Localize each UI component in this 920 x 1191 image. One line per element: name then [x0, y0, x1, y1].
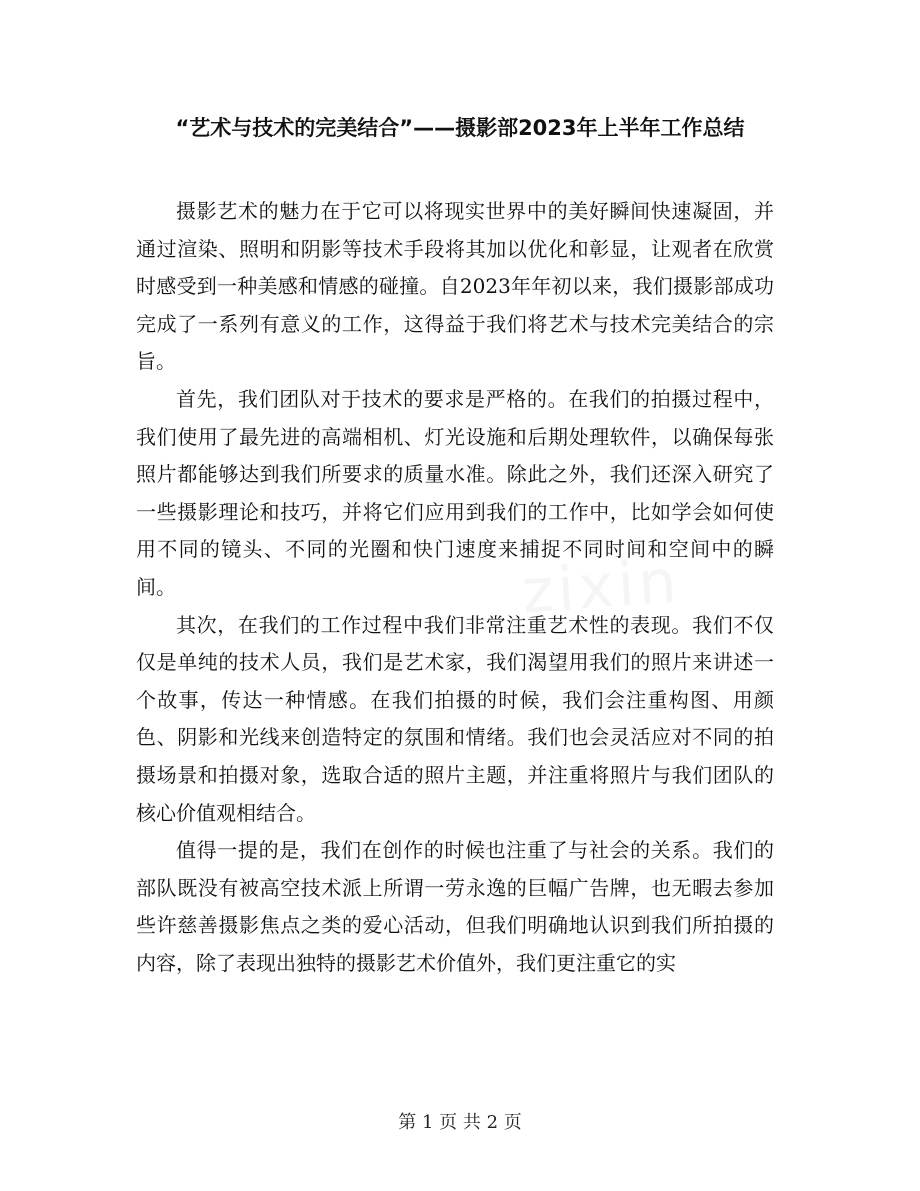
watermark: zixin [519, 546, 683, 628]
paragraph-4: 值得一提的是，我们在创作的时候也注重了与社会的关系。我们的部队既没有被高空技术派上所谓一劳永逸的巨幅广告牌，也无暇去参加些许慈善摄影焦点之类的爱心活动，但我们明确地认识到我们所拍摄的内容，除了表现出独特的摄影艺术价值外，我们更注重它的实 [136, 838, 774, 975]
paragraph-3: 其次，在我们的工作过程中我们非常注重艺术性的表现。我们不仅仅是单纯的技术人员，我们是艺术家，我们渴望用我们的照片来讲述一个故事，传达一种情感。在我们拍摄的时候，我们会注重构图、用颜色、阴影和光线来创造特定的氛围和情绪。我们也会灵活应对不同的拍摄场景和拍摄对象，选取合适的照片主题，并注重将照片与我们团队的核心价值观相结合。 [136, 612, 774, 825]
paragraph-2: 首先，我们团队对于技术的要求是严格的。在我们的拍摄过程中，我们使用了最先进的高端相机、灯光设施和后期处理软件，以确保每张照片都能够达到我们所要求的质量水准。除此之外，我们还深入研究了一些摄影理论和技巧，并将它们应用到我们的工作中，比如学会如何使用不同的镜头、不同的光圈和快门速度来捕捉不同时间和空间中的瞬间。 [136, 386, 774, 599]
paragraph-1: 摄影艺术的魅力在于它可以将现实世界中的美好瞬间快速凝固，并通过渲染、照明和阴影等技术手段将其加以优化和彰显，让观者在欣赏时感受到一种美感和情感的碰撞。自2023年年初以来，我们摄影部成功完成了一系列有意义的工作，这得益于我们将艺术与技术完美结合的宗旨。 [136, 199, 774, 374]
document-body [136, 193, 774, 982]
page-number-footer: 第 1 页 共 2 页 [398, 1112, 522, 1133]
document-title: “艺术与技术的完美结合”——摄影部2023年上半年工作总结 [175, 116, 745, 140]
